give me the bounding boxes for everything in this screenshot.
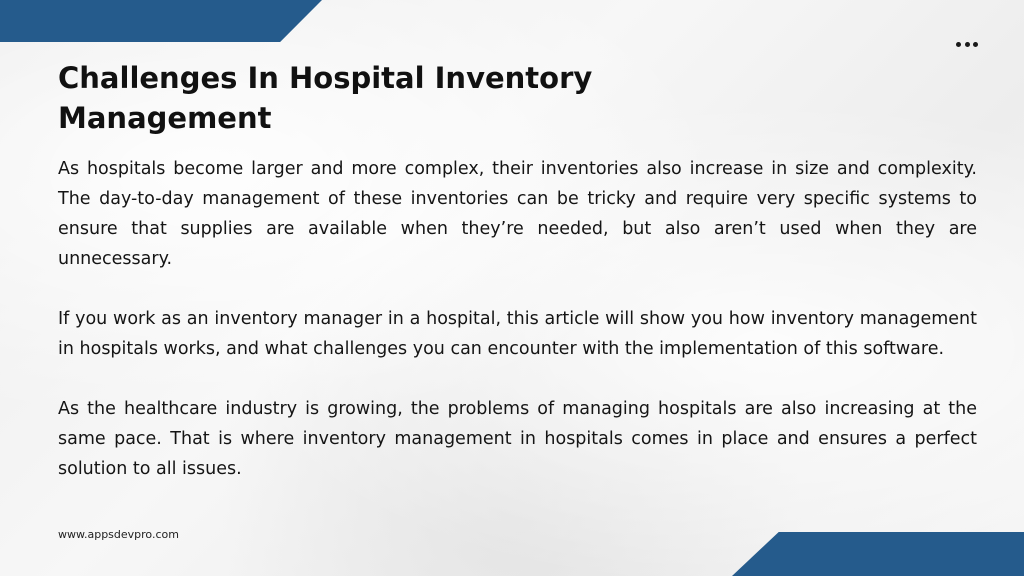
paragraph: As the healthcare industry is growing, the problems of managing hospitals are also increasing at the same pace. That is where inventory management in hospitals comes in place and ensures a perfect solution to all issues. xyxy=(58,399,977,479)
body-text xyxy=(58,154,977,484)
page-title: Challenges In Hospital Inventory Management xyxy=(58,61,593,135)
dot xyxy=(973,42,978,47)
paragraph: As hospitals become larger and more complex, their inventories also increase in size and complexity. The day-to-day management of these inventories can be tricky and require very specific systems to ensure that supplies are available when they’re needed, but also aren’t used when they are unnecessary. xyxy=(58,159,977,269)
top-left-accent-shape xyxy=(0,0,322,42)
dot xyxy=(965,42,970,47)
website-link[interactable]: www.appsdevpro.com xyxy=(58,528,179,541)
more-dots-icon[interactable] xyxy=(956,38,978,50)
bottom-right-accent-shape xyxy=(732,532,1024,576)
dot xyxy=(956,42,961,47)
paragraph: If you work as an inventory manager in a hospital, this article will show you how inventory management in hospitals works, and what challenges you can encounter with the implementation of this software. xyxy=(58,309,977,359)
